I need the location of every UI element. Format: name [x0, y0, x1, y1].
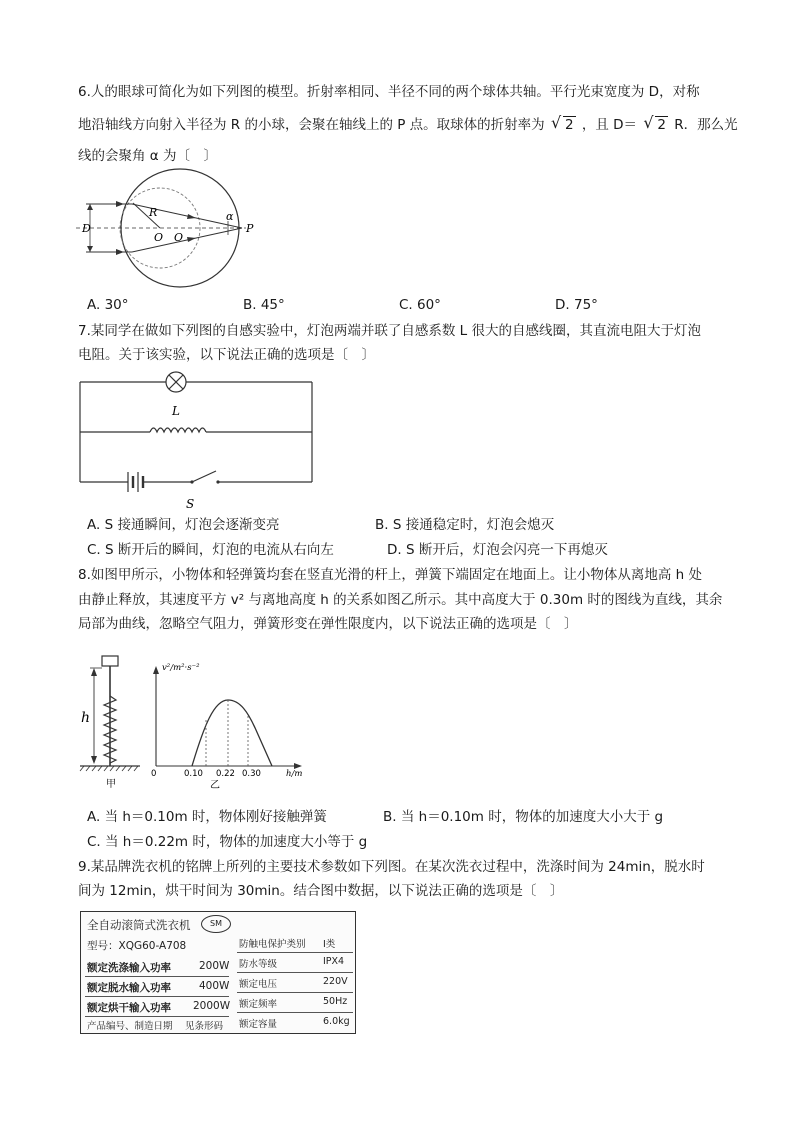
plate-left-value-3: 2000W [193, 1000, 231, 1012]
origin-label: 0 [151, 769, 157, 779]
q7-option-c: C. S 断开后的瞬间，灯泡的电流从右向左 [87, 542, 334, 558]
plate-right-label-3: 额定电压 [239, 979, 278, 990]
inductor-circuit-figure [78, 368, 318, 514]
label-O2: O [174, 231, 184, 244]
plate-right-label-1: 防触电保护类别 [239, 939, 306, 950]
label-S: S [186, 497, 195, 511]
label-P: P [246, 222, 254, 235]
label-R: R [149, 206, 158, 219]
switch-icon [190, 471, 219, 484]
washer-nameplate [80, 911, 356, 1034]
label-O1: O [154, 231, 164, 244]
plate-right-label-5: 额定容量 [239, 1019, 278, 1030]
plate-right-value-3: 220V [323, 976, 348, 987]
q6-option-b: B. 45° [243, 297, 285, 313]
plate-right-value-1: Ⅰ类 [323, 939, 336, 950]
plate-right-label-4: 额定频率 [239, 999, 278, 1010]
q7-option-b: B. S 接通稳定时，灯泡会熄灭 [375, 517, 555, 533]
q6-line2-part-c: R．那么光 [674, 117, 738, 133]
q6-line2-part-b: ，且 D＝ [581, 117, 638, 133]
q8-option-b: B. 当 h＝0.10m 时，物体的加速度大小大于 g [383, 809, 664, 825]
q6-sqrt-2: 2 [657, 117, 666, 133]
q8-option-c: C. 当 h＝0.22m 时，物体的加速度大小等于 g [87, 834, 368, 850]
certification-badge-icon: SM [201, 915, 231, 933]
q8-option-a: A. 当 h＝0.10m 时，物体刚好接触弹簧 [87, 809, 327, 825]
plate-left-value-1: 200W [199, 960, 230, 972]
q8-line1: 8.如图甲所示，小物体和轻弹簧均套在竖直光滑的杆上，弹簧下端固定在地面上。让小物体从离地高 h 处 [78, 567, 703, 583]
spring-rod-figure-jia [74, 650, 150, 792]
q8-line2: 由静止释放，其速度平方 v² 与离地高度 h 的关系如图乙所示。其中高度大于 0.30m 时的图线为直线，其余 [78, 592, 723, 608]
q6-line2 [78, 113, 738, 134]
battery-icon [128, 472, 143, 492]
eye-model-figure [76, 166, 266, 292]
plate-right-label-2: 防水等级 [239, 959, 278, 970]
q6-option-a: A. 30° [87, 297, 129, 313]
q6-line1: 6.人的眼球可简化为如下列图的模型。折射率相同、半径不同的两个球体共轴。平行光束宽度为 D，对称 [78, 84, 700, 100]
q6-line2-part-a: 地沿轴线方向射入半径为 R 的小球，会聚在轴线上的 P 点。取球体的折射率为 [78, 117, 545, 133]
q6-option-c: C. 60° [399, 297, 441, 313]
label-jia: 甲 [106, 779, 116, 790]
label-h: h [81, 710, 91, 726]
plate-left-label-2: 额定脱水输入功率 [87, 982, 171, 994]
plate-right-value-2: IPX4 [323, 956, 345, 967]
q9-line2: 间为 12min，烘干时间为 30min。结合图中数据，以下说法正确的选项是〔 〕 [78, 883, 564, 899]
label-D: D [82, 222, 91, 235]
y-axis-label: v²/m²·s⁻² [162, 663, 200, 673]
q7-option-a: A. S 接通瞬间，灯泡会逐渐变亮 [87, 517, 280, 533]
tick-0-22: 0.22 [216, 769, 235, 779]
v2-h-graph-yi [148, 656, 318, 790]
label-yi: 乙 [210, 780, 220, 790]
sqrt-symbol: √ 2 [643, 113, 666, 133]
plate-right-value-4: 50Hz [323, 996, 348, 1007]
q6-option-d: D. 75° [555, 297, 598, 313]
q9-line1: 9.某品牌洗衣机的铭牌上所列的主要技术参数如下列图。在某次洗衣过程中，洗涤时间为 24min，脱水时 [78, 859, 705, 875]
label-L: L [172, 404, 180, 418]
plate-left-label-3: 额定烘干输入功率 [87, 1002, 171, 1014]
plate-model: 型号：XQG60-A708 [87, 940, 187, 952]
plate-left-value-2: 400W [199, 980, 230, 992]
label-alpha: α [226, 210, 234, 223]
q7-option-d: D. S 断开后，灯泡会闪亮一下再熄灭 [387, 542, 608, 558]
sqrt-symbol: √ 2 [550, 113, 574, 133]
plate-left-label-1: 额定洗涤输入功率 [87, 962, 171, 974]
plate-title: 全自动滚筒式洗衣机 [87, 918, 191, 932]
q7-line1: 7.某同学在做如下列图的自感实验中，灯泡两端并联了自感系数 L 很大的自感线圈，其直流电阻大于灯泡 [78, 323, 701, 339]
q6-line3: 线的会聚角 α 为〔 〕 [78, 148, 217, 164]
plate-left-label-4: 产品编号、制造日期 [87, 1021, 173, 1032]
q6-sqrt-1: 2 [564, 117, 574, 133]
inductor-coil-icon [150, 428, 206, 432]
x-axis-label: h/m [286, 769, 303, 779]
q7-line2: 电阻。关于该实验，以下说法正确的选项是〔 〕 [78, 347, 375, 363]
tick-0-10: 0.10 [184, 769, 203, 779]
lamp-icon [166, 372, 186, 392]
tick-0-30: 0.30 [242, 769, 261, 779]
plate-right-value-5: 6.0kg [323, 1016, 350, 1027]
q8-line3: 局部为曲线，忽略空气阻力，弹簧形变在弹性限度内，以下说法正确的选项是〔 〕 [78, 616, 578, 632]
plate-left-value-4: 见条形码 [185, 1021, 224, 1032]
